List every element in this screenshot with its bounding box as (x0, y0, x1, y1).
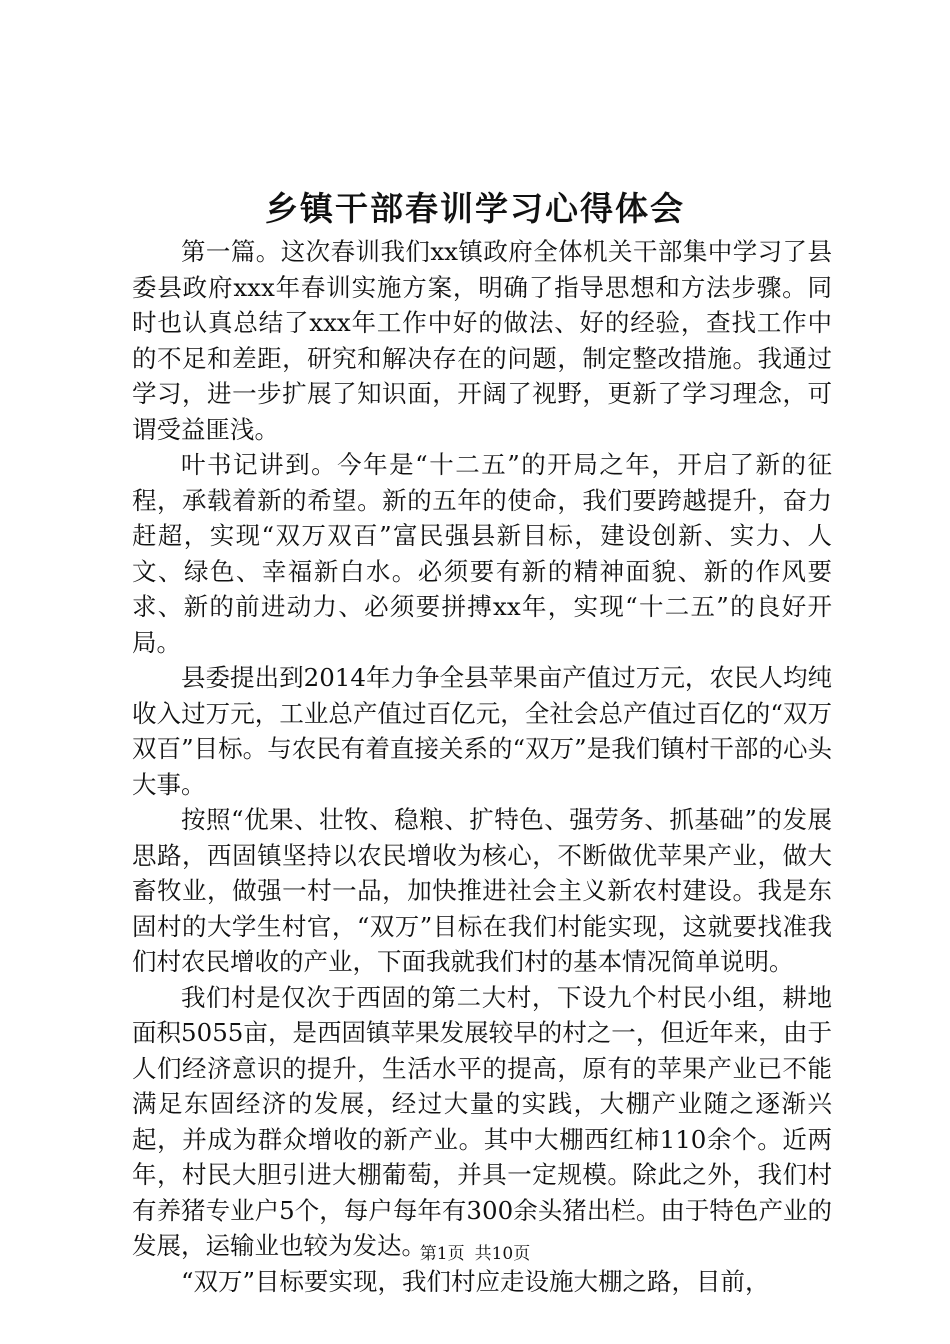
paragraph-3: 县委提出到2014年力争全县苹果亩产值过万元，农民人均纯收入过万元，工业总产值过百亿元，全社会总产值过百亿的“双万双百”目标。与农民有着直接关系的“双万”是我们镇村干部的心头大事。 (132, 663, 832, 799)
paragraph-5: 我们村是仅次于西固的第二大村，下设九个村民小组，耕地面积5055亩，是西固镇苹果发展较早的村之一，但近年来，由于人们经济意识的提升，生活水平的提高，原有的苹果产业已不能满足东固经济的发展，经过大量的实践，大棚产业随之逐渐兴起，并成为群众增收的新产业。其中大棚西红柿110余个。近两年，村民大胆引进大棚葡萄，并具一定规模。除此之外，我们村有养猪专业户5个，每户每年有300余头猪出栏。由于特色产业的发展，运输业也较为发达。 (132, 982, 832, 1260)
paragraph-1: 第一篇。这次春训我们xx镇政府全体机关干部集中学习了县委县政府xxx年春训实施方案，明确了指导思想和方法步骤。同时也认真总结了xxx年工作中好的做法、好的经验，查找工作中的不足和差距，研究和解决存在的问题，制定整改措施。我通过学习，进一步扩展了知识面，开阔了视野，更新了学习理念，可谓受益匪浅。 (132, 237, 832, 444)
page-footer (0, 1242, 950, 1266)
page-number: 第1页 (419, 1244, 465, 1264)
paragraph-4: 按照“优果、壮牧、稳粮、扩特色、强劳务、抓基础”的发展思路，西固镇坚持以农民增收为核心，不断做优苹果产业，做大畜牧业，做强一村一品，加快推进社会主义新农村建设。我是东固村的大学生村官，“双万”目标在我们村能实现，这就要找准我们村农民增收的产业，下面我就我们村的基本情况简单说明。 (132, 805, 832, 976)
paragraph-2: 叶书记讲到。今年是“十二五”的开局之年，开启了新的征程，承载着新的希望。新的五年的使命，我们要跨越提升，奋力赶超，实现“双万双百”富民强县新目标，建设创新、实力、人文、绿色、幸福新白水。必须要有新的精神面貌、新的作风要求、新的前进动力、必须要拼搏xx年，实现“十二五”的良好开局。 (132, 450, 832, 657)
page-total: 共10页 (474, 1244, 531, 1264)
document-title: 乡镇干部春训学习心得体会 (265, 189, 685, 228)
document-body (132, 234, 832, 1299)
paragraph-6: “双万”目标要实现，我们村应走设施大棚之路，目前， (181, 1266, 770, 1296)
